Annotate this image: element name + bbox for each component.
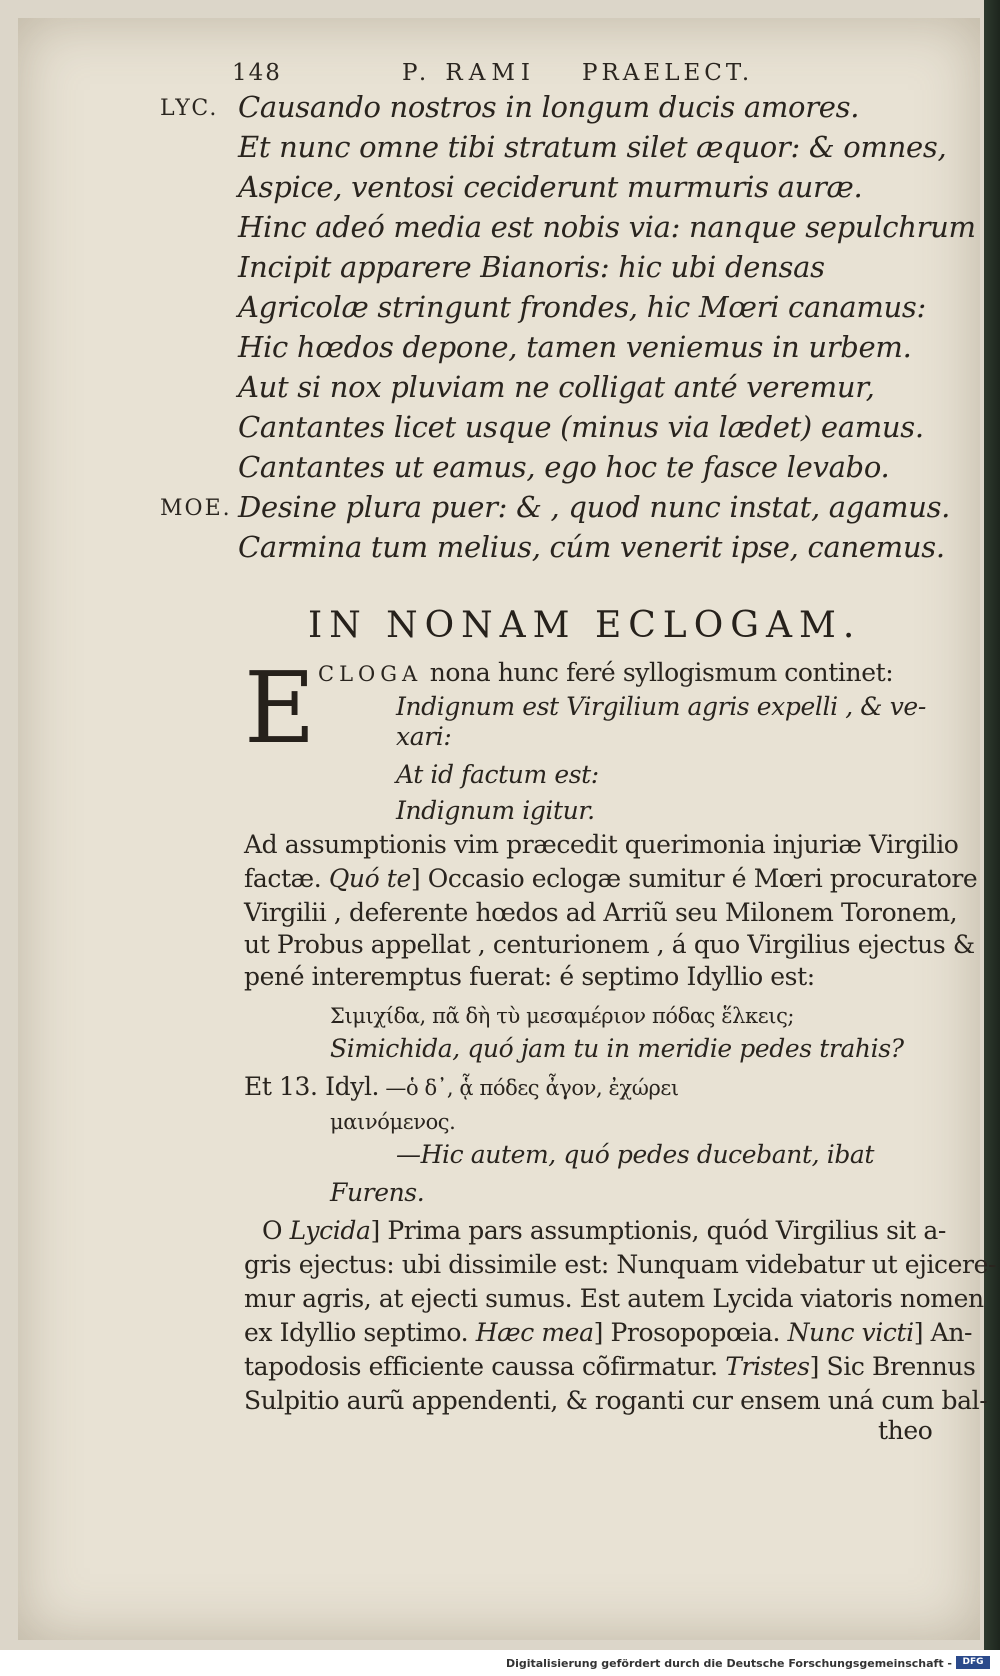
speaker-label: LYC. bbox=[160, 96, 219, 121]
text-run: ] Prosopopœia. bbox=[593, 1318, 788, 1347]
text-run: O bbox=[262, 1216, 290, 1245]
text-run: CLOGA bbox=[318, 662, 423, 686]
speaker-label: MOE. bbox=[160, 496, 232, 521]
italic-text: —Hic autem, quó pedes ducebant, ibat bbox=[396, 1140, 875, 1169]
verse-line: Cantantes ut eamus, ego hoc te fasce levabo. bbox=[238, 450, 890, 484]
running-title-author: P. RAMI bbox=[402, 60, 536, 86]
text-run: ex Idyllio septimo. bbox=[244, 1318, 476, 1347]
italic-text: Furens. bbox=[330, 1178, 425, 1207]
commentary-line bbox=[244, 898, 957, 927]
italic-text: Lycida bbox=[289, 1216, 371, 1245]
italic-text: xari: bbox=[396, 722, 452, 751]
commentary-line bbox=[244, 830, 958, 859]
italic-text: Hæc mea bbox=[475, 1318, 594, 1347]
commentary-line bbox=[396, 722, 451, 751]
drop-capital: E bbox=[244, 652, 316, 766]
text-run: mur agris, at ejecti sumus. Est autem Lycida viatoris nomen bbox=[244, 1284, 984, 1313]
text-run: Sulpitio aurũ appendenti, & roganti cur ensem uná cum bal- bbox=[244, 1386, 988, 1415]
text-run: factæ. bbox=[244, 864, 329, 893]
verse-line: Cantantes licet usque (minus via lædet) eamus. bbox=[238, 410, 924, 444]
italic-text: Indignum est Virgilium agris expelli , & ve- bbox=[396, 692, 926, 721]
text-run: ] An- bbox=[913, 1318, 973, 1347]
page-number: 148 bbox=[232, 60, 282, 86]
text-run: ] Sic Brennus bbox=[809, 1352, 976, 1381]
verse-line: Causando nostros in longum ducis amores. bbox=[238, 90, 860, 124]
commentary-line bbox=[318, 658, 893, 687]
text-run: Σιμιχίδα, πᾶ δὴ τὺ μεσαμέριον πόδας ἕλκεις; bbox=[330, 1004, 795, 1028]
text-run: tapodosis efficiente caussa cõfirmatur. bbox=[244, 1352, 726, 1381]
italic-text: Indignum igitur. bbox=[396, 796, 595, 825]
commentary-line bbox=[244, 962, 815, 991]
text-run: gris ejectus: ubi dissimile est: Nunquam videbatur ut ejicere- bbox=[244, 1250, 997, 1279]
commentary-line bbox=[330, 1034, 904, 1063]
verse-line: Incipit apparere Bianoris: hic ubi densas bbox=[238, 250, 825, 284]
commentary-line bbox=[396, 760, 599, 789]
italic-text: Simichida, quó jam tu in meridie pedes trahis? bbox=[330, 1034, 904, 1063]
text-run: Virgilii , deferente hœdos ad Arriũ seu Milonem Toronem, bbox=[244, 898, 958, 927]
verse-line: Hinc adeó media est nobis via: nanque sepulchrum bbox=[238, 210, 976, 244]
verse-line: Agricolæ stringunt frondes, hic Mœri canamus: bbox=[238, 290, 926, 324]
text-run: μαινόμενος. bbox=[330, 1110, 456, 1134]
commentary-line bbox=[330, 1178, 424, 1207]
verse-line: Carmina tum melius, cúm venerit ipse, canemus. bbox=[238, 530, 945, 564]
dfg-logo: DFG bbox=[956, 1656, 990, 1669]
running-title-work: PRAELECT. bbox=[582, 60, 754, 86]
commentary-line bbox=[396, 796, 595, 825]
verse-line: Aut si nox pluviam ne colligat anté veremur, bbox=[238, 370, 875, 404]
commentary-line bbox=[330, 1106, 455, 1135]
text-run: ut Probus appellat , centurionem , á quo Virgilius ejectus & bbox=[244, 930, 975, 959]
italic-text: Tristes bbox=[725, 1352, 810, 1381]
commentary-line bbox=[244, 1284, 984, 1313]
text-run: Et 13. Idyl. bbox=[244, 1072, 380, 1101]
commentary-line bbox=[396, 692, 926, 721]
text-run: ] Occasio eclogæ sumitur é Mœri procuratore bbox=[410, 864, 978, 893]
commentary-line bbox=[878, 1416, 932, 1445]
commentary-line bbox=[244, 864, 977, 893]
verse-line: Hic hœdos depone, tamen veniemus in urbem. bbox=[238, 330, 912, 364]
text-run: nona hunc feré syllogismum continet: bbox=[422, 658, 894, 687]
verse-line: Aspice, ventosi ceciderunt murmuris auræ. bbox=[238, 170, 863, 204]
commentary-line bbox=[244, 1318, 972, 1347]
italic-text: Quó te bbox=[328, 864, 411, 893]
text-run: pené interemptus fuerat: é septimo Idyllio est: bbox=[244, 962, 815, 991]
section-heading: IN NONAM ECLOGAM. bbox=[308, 605, 862, 646]
commentary-line bbox=[244, 1352, 975, 1381]
commentary-line bbox=[244, 1386, 987, 1415]
text-run: theo bbox=[878, 1416, 933, 1445]
italic-text: Nunc victi bbox=[787, 1318, 914, 1347]
italic-text: At id factum est: bbox=[396, 760, 599, 789]
commentary-line bbox=[244, 1072, 679, 1101]
footer-credit: Digitalisierung gefördert durch die Deutsche Forschungsgemeinschaft - bbox=[505, 1657, 952, 1670]
commentary-line bbox=[396, 1140, 874, 1169]
commentary-line bbox=[244, 1250, 996, 1279]
footer-bar bbox=[0, 1650, 1000, 1676]
text-run: ] Prima pars assumptionis, quód Virgilius sit a- bbox=[370, 1216, 946, 1245]
commentary-line bbox=[330, 1000, 794, 1029]
text-run: Ad assumptionis vim præcedit querimonia injuriæ Virgilio bbox=[244, 830, 959, 859]
verse-line: Desine plura puer: & , quod nunc instat, agamus. bbox=[238, 490, 951, 524]
text-run: —ὁ δ᾽, ᾇ πόδες ἆγον, ἐχώρει bbox=[379, 1076, 679, 1100]
commentary-line bbox=[244, 930, 975, 959]
commentary-line bbox=[262, 1216, 946, 1245]
verse-line: Et nunc omne tibi stratum silet æquor: & omnes, bbox=[238, 130, 947, 164]
